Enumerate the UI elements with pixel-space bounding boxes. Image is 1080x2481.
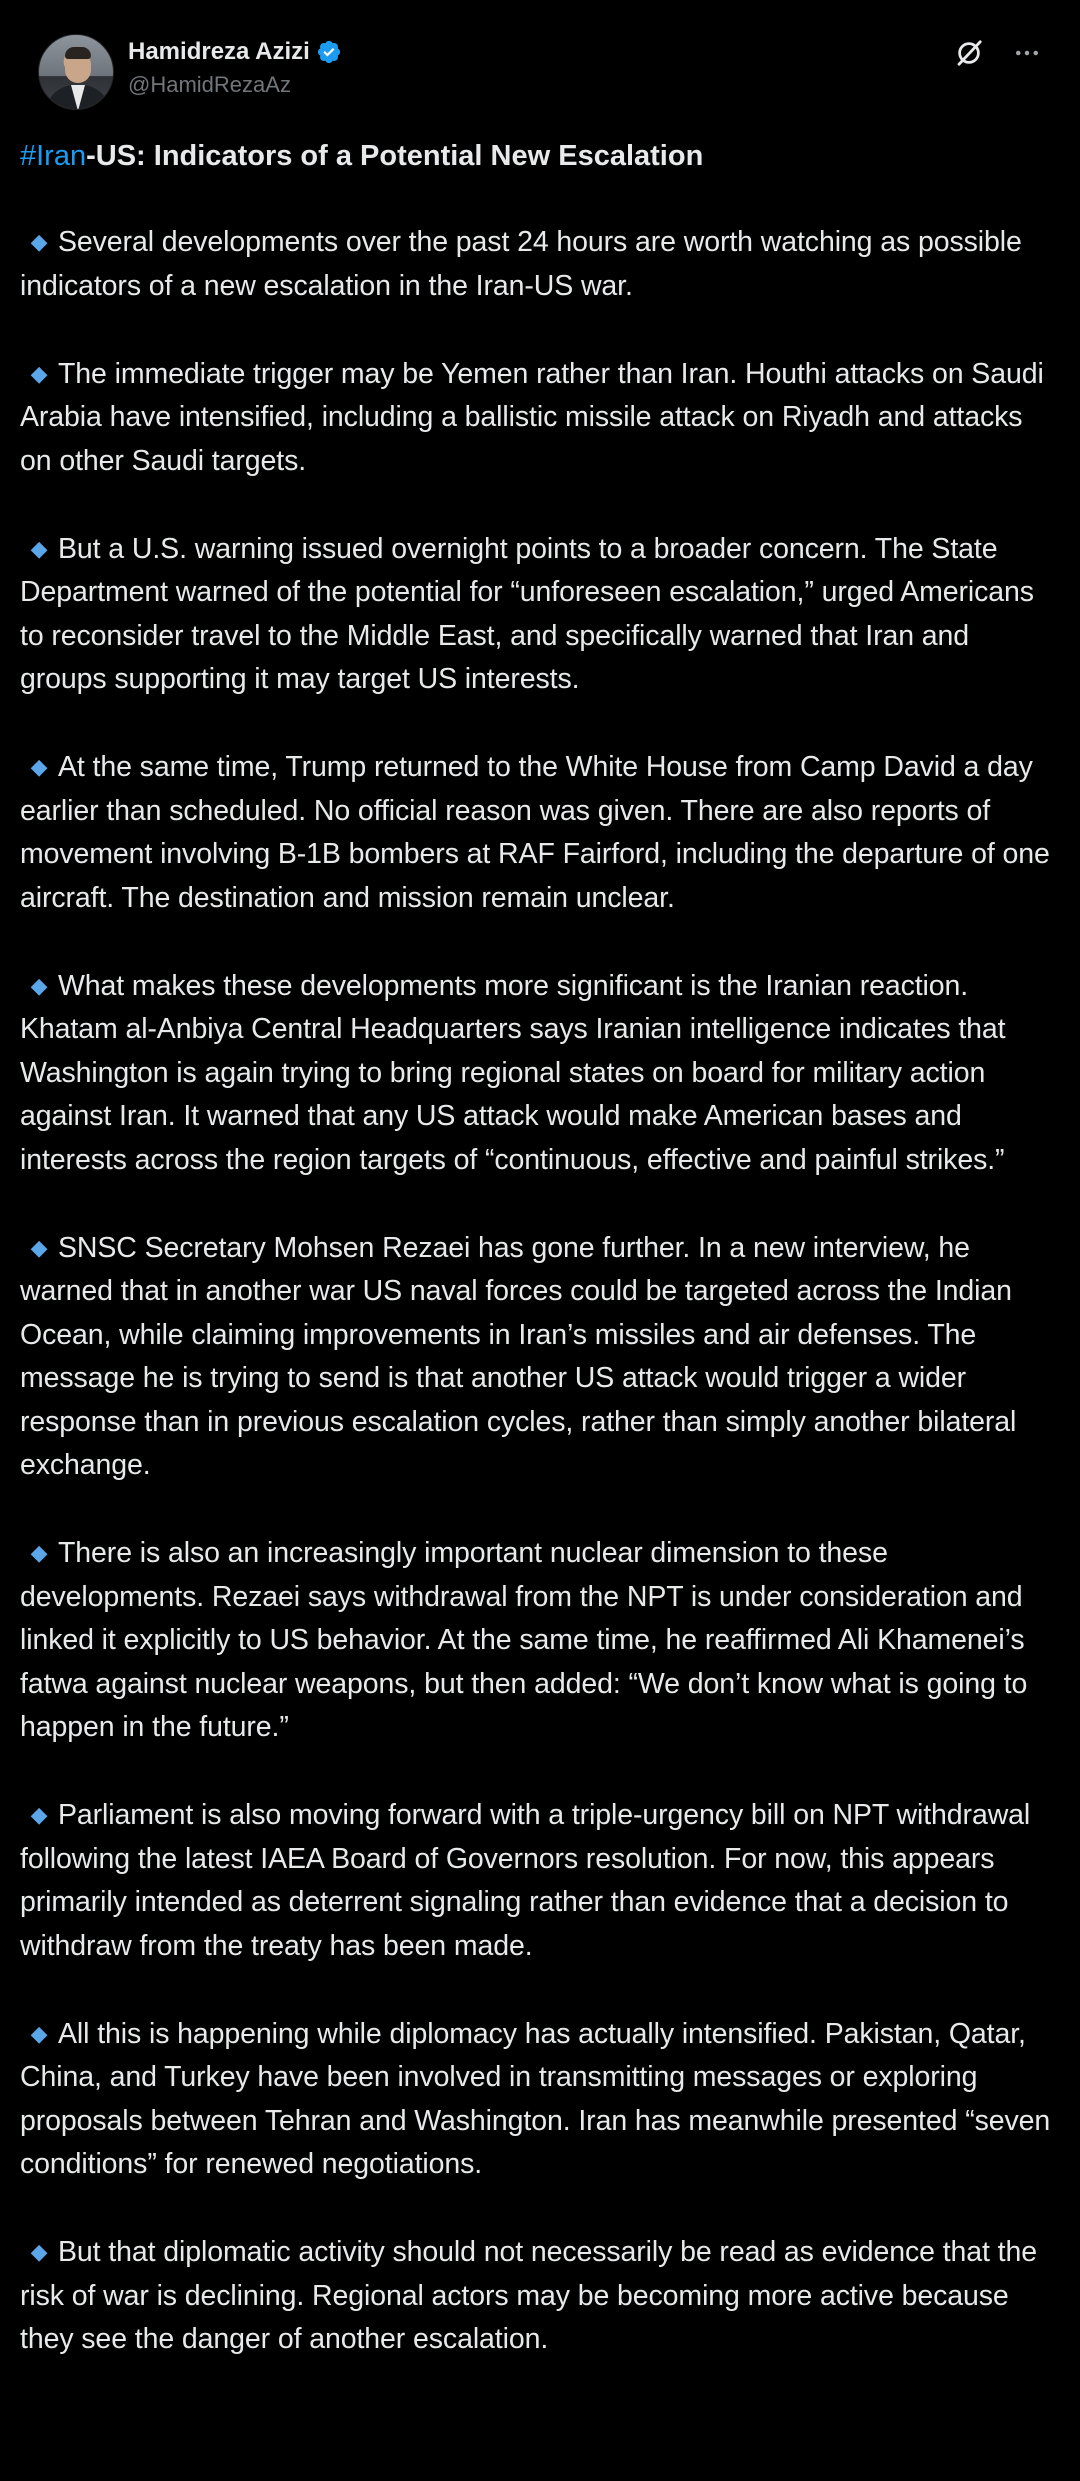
paragraph-text: Several developments over the past 24 hours are worth watching as possible indicators of a new escalation in the Iran-US war. (20, 226, 1022, 302)
hashtag-link[interactable]: #Iran (20, 140, 87, 172)
more-options-icon[interactable] (1012, 38, 1042, 68)
paragraph-text: There is also an increasingly important nuclear dimension to these developments. Rezaei says withdrawal from the NPT is under consideration and linked it explicitly to US behavior. At the same time, he reaffirmed Ali Khamenei’s fatwa against nuclear weapons, but then added: “We don’t know what is going to happen in the future.” (20, 1537, 1028, 1743)
paragraph-text: But that diplomatic activity should not necessarily be read as evidence that the risk of war is declining. Regional actors may be becoming more active because they see the danger of another escalation. (20, 2236, 1037, 2355)
tweet-paragraph (20, 745, 1060, 920)
tweet-paragraph (20, 1793, 1060, 1968)
paragraph-text: All this is happening while diplomacy has actually intensified. Pakistan, Qatar, China, and Turkey have been involved in transmitting messages or exploring proposals between Tehran and Washington. Iran has meanwhile presented “seven conditions” for renewed negotiations. (20, 2017, 1051, 2180)
tweet-paragraph (20, 352, 1060, 484)
diamond-bullet-icon: ◆ (30, 1234, 48, 1260)
diamond-bullet-icon: ◆ (30, 2239, 48, 2264)
diamond-bullet-icon: ◆ (30, 229, 48, 254)
diamond-bullet-icon: ◆ (30, 360, 48, 386)
avatar-hair (65, 47, 91, 59)
diamond-bullet-icon: ◆ (30, 1802, 48, 1827)
tweet-body (20, 220, 1060, 2362)
paragraph-text: SNSC Secretary Mohsen Rezaei has gone further. In a new interview, he warned that in another war US naval forces could be targeted across the Indian Ocean, while claiming improvements in Iran’s missiles and air defenses. The message he is trying to send is that another US attack would trigger a wider response than in previous escalation cycles, rather than simply another bilateral exchange. (20, 1231, 1017, 1481)
author-info (128, 34, 342, 98)
title-text: -US: Indicators of a Potential New Escalation (86, 140, 704, 172)
diamond-bullet-icon: ◆ (30, 754, 48, 779)
display-name-row (128, 34, 342, 70)
tweet-paragraph (20, 2230, 1060, 2362)
tweet-paragraph (20, 2012, 1060, 2187)
paragraph-text: The immediate trigger may be Yemen rather than Iran. Houthi attacks on Saudi Arabia have intensified, including a ballistic missile attack on Riyadh and attacks on other Saudi targets. (20, 357, 1044, 477)
tweet-paragraph (20, 964, 1060, 1183)
avatar[interactable] (38, 34, 114, 110)
diamond-bullet-icon: ◆ (30, 1540, 48, 1565)
tweet-paragraph (20, 1531, 1060, 1750)
verified-badge-icon (316, 39, 342, 65)
paragraph-text: What makes these developments more significant is the Iranian reaction. Khatam al-Anbiya Central Headquarters says Iranian intelligence indicates that Washington is again trying to bring regional states on board for military action against Iran. It warned that any US attack would make American bases and interests across the region targets of “continuous, effective and painful strikes.” (20, 969, 1006, 1176)
tweet-title (20, 136, 1060, 176)
tweet-paragraph (20, 220, 1060, 308)
diamond-bullet-icon: ◆ (30, 2020, 48, 2046)
tweet-paragraph (20, 1226, 1060, 1488)
tweet-header (20, 0, 1060, 120)
grok-icon[interactable] (954, 38, 984, 68)
author-display-name[interactable]: Hamidreza Azizi (128, 38, 310, 65)
diamond-bullet-icon: ◆ (30, 972, 48, 998)
paragraph-text: At the same time, Trump returned to the White House from Camp David a day earlier than scheduled. No official reason was given. There are also reports of movement involving B-1B bombers at RAF Fairford, including the departure of one aircraft. The destination and mission remain unclear. (20, 751, 1050, 914)
diamond-bullet-icon: ◆ (30, 535, 48, 561)
paragraph-text: Parliament is also moving forward with a triple-urgency bill on NPT withdrawal following the latest IAEA Board of Governors resolution. For now, this appears primarily intended as deterrent signaling rather than evidence that a decision to withdraw from the treaty has been made. (20, 1799, 1031, 1962)
header-actions (954, 38, 1042, 68)
paragraph-text: But a U.S. warning issued overnight points to a broader concern. The State Department warned of the potential for “unforeseen escalation,” urged Americans to reconsider travel to the Middle East, and specifically warned that Iran and groups supporting it may target US interests. (20, 532, 1034, 695)
tweet-paragraph (20, 527, 1060, 702)
author-handle[interactable]: @HamidRezaAz (128, 72, 291, 97)
